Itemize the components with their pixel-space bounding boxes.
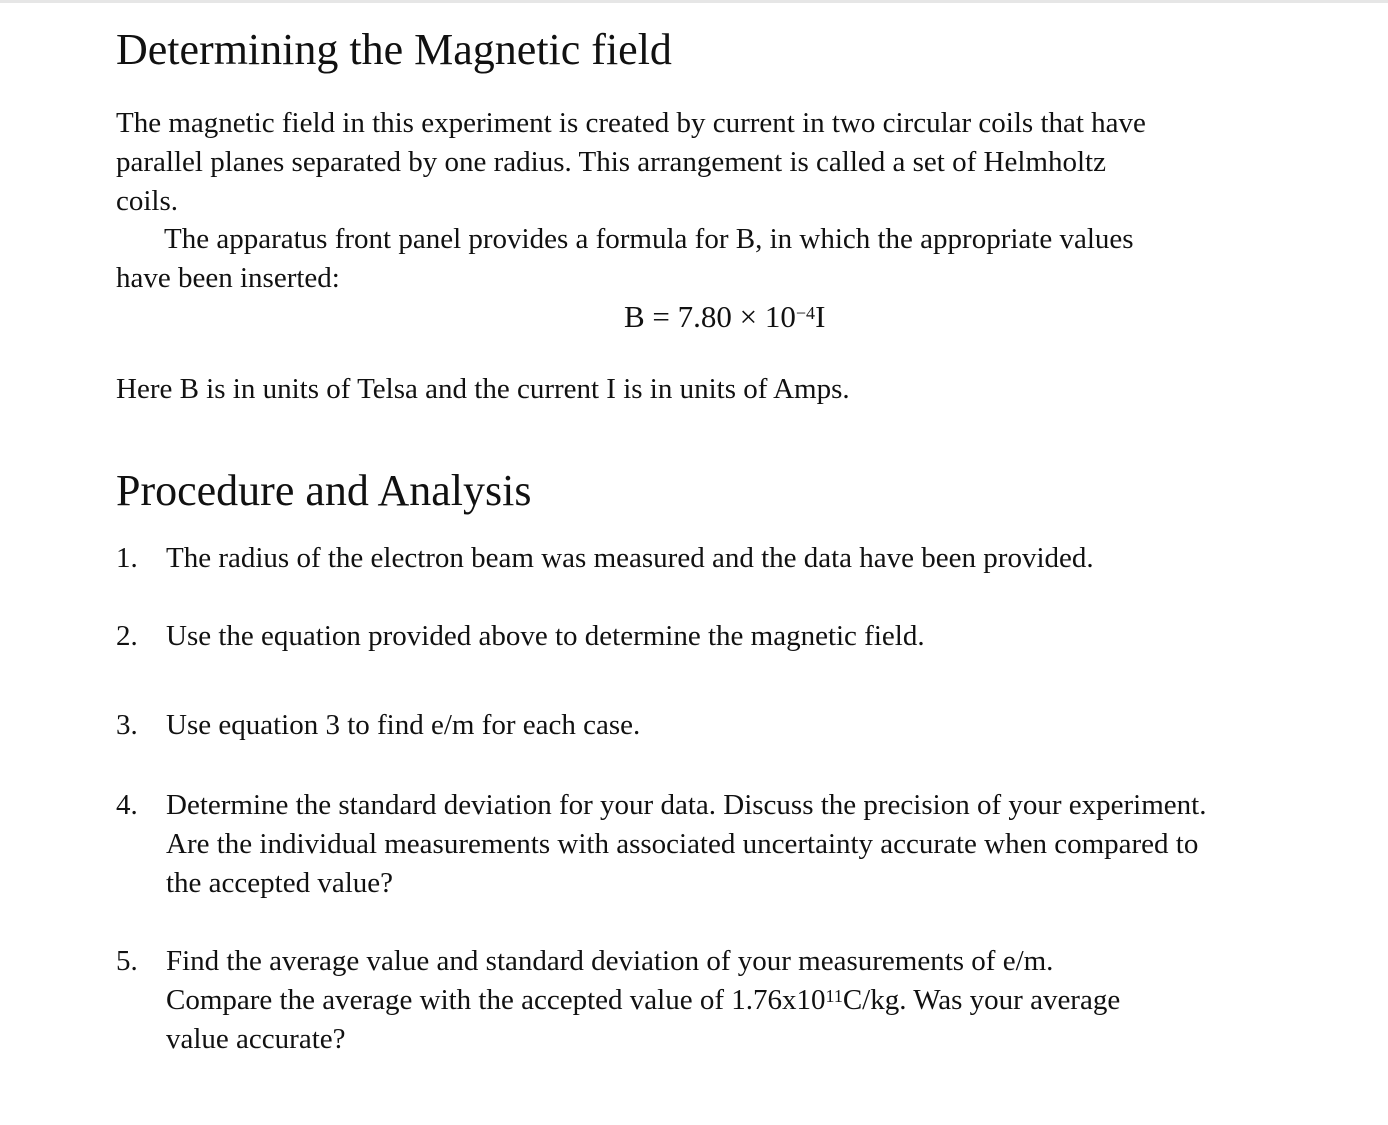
text-line: parallel planes separated by one radius. This arrangement is called a set of Helmholtz	[116, 146, 1106, 178]
text-line: Find the average value and standard deviation of your measurements of e/m.	[166, 945, 1054, 977]
text-line: The apparatus front panel provides a formula for B, in which the appropriate values	[164, 223, 1134, 255]
text-line: Use equation 3 to find e/m for each case.	[166, 709, 641, 741]
text-line: coils.	[116, 185, 179, 217]
text-line: Use the equation provided above to determine the magnetic field.	[166, 620, 925, 652]
text-line: The magnetic field in this experiment is created by current in two circular coils that have	[116, 107, 1146, 139]
list-number: 2.	[116, 620, 138, 652]
text-segment: Compare the average with the accepted value of 1.76x10	[166, 984, 826, 1016]
paragraph-helmholtz	[116, 104, 1146, 221]
exponent: 11	[825, 986, 843, 1006]
equation-exponent: −4	[795, 303, 816, 323]
text-line: Are the individual measurements with associated uncertainty accurate when compared to	[166, 828, 1199, 860]
magnetic-field-equation	[624, 297, 825, 337]
text-line: have been inserted:	[116, 262, 340, 294]
list-item	[166, 942, 1120, 1059]
page-top-border	[0, 0, 1388, 3]
list-number: 5.	[116, 945, 138, 977]
section-title-magnetic-field: Determining the Magnetic field	[116, 25, 672, 74]
list-number: 1.	[116, 542, 138, 574]
text-segment: C/kg. Was your average	[842, 984, 1121, 1016]
text-line	[166, 981, 1120, 1020]
list-item	[166, 786, 1206, 903]
list-item	[166, 539, 1094, 578]
list-number: 3.	[116, 709, 138, 741]
section-title-procedure: Procedure and Analysis	[116, 466, 532, 515]
text-line: The radius of the electron beam was measured and the data have been provided.	[166, 542, 1094, 574]
equation-lhs: B = 7.80 × 10	[624, 299, 796, 334]
list-item	[166, 617, 925, 656]
list-item	[166, 706, 640, 745]
equation-rhs: I	[815, 299, 826, 334]
list-number: 4.	[116, 789, 138, 821]
text-line: the accepted value?	[166, 867, 394, 899]
text-line: Determine the standard deviation for your data. Discuss the precision of your experiment.	[166, 789, 1207, 821]
paragraph-formula-intro	[116, 220, 1134, 298]
text-line: value accurate?	[166, 1023, 346, 1055]
paragraph-units: Here B is in units of Telsa and the current I is in units of Amps.	[116, 373, 850, 405]
